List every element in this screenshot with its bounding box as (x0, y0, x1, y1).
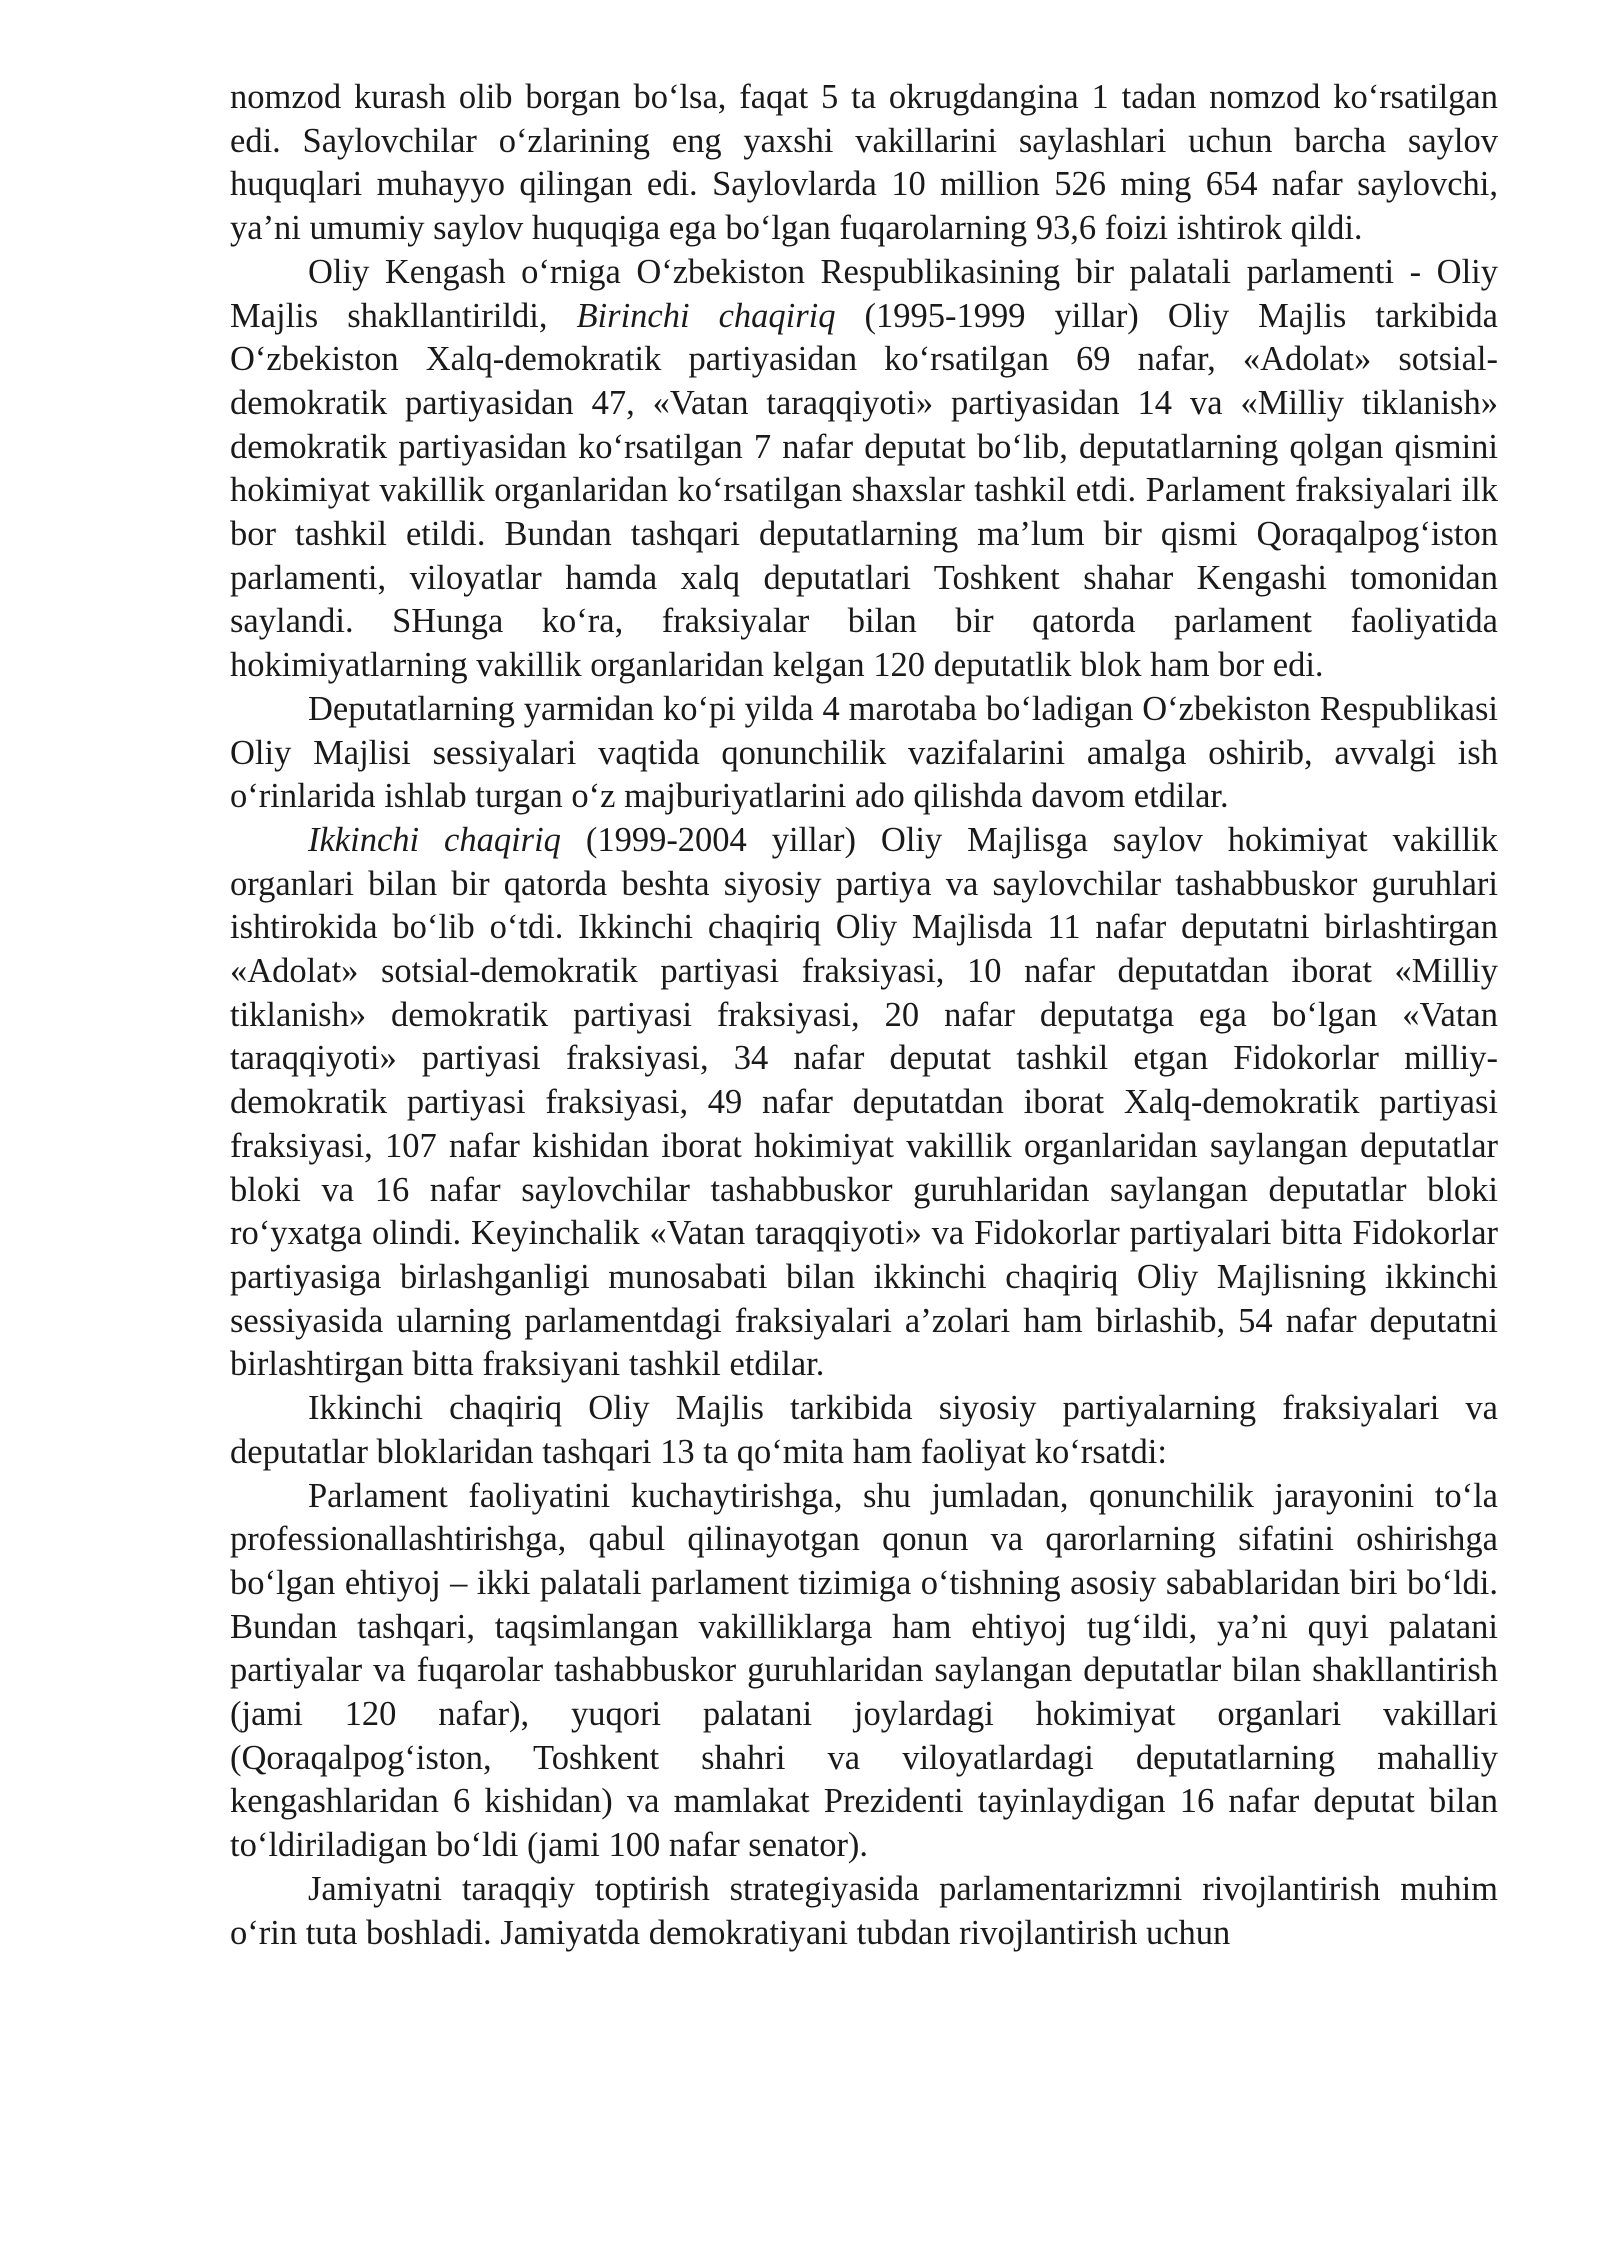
paragraph-birinchi-chaqiriq (230, 251, 1498, 688)
paragraph-text: Oliy Kengash o‘rniga O‘zbekiston Respublikasining bir palatali parlamenti - Oliy Majlis shakllantirildi, (230, 252, 1498, 335)
paragraph-saylov-natijalari (230, 76, 1498, 251)
paragraph-text: Deputatlarning yarmidan ko‘pi yilda 4 marotaba bo‘ladigan O‘zbekiston Respublikasi Oliy Majlisi sessiyalari vaqtida qonunchilik vazifalarini amalga oshirib, avvalgi ish o‘rinlarida ishlab turgan o‘z majburiyatlarini ado qilishda davom etdilar. (230, 689, 1498, 816)
paragraph-text: Parlament faoliyatini kuchaytirishga, shu jumladan, qonunchilik jarayonini to‘la professionallashtirishga, qabul qilinayotgan qonun va qarorlarning sifatini oshirishga bo‘lgan ehtiyoj – ikki palatali parlament tizimiga o‘tishning asosiy sabablaridan biri bo‘ldi. Bundan tashqari, taqsimlangan vakilliklarga ham ehtiyoj tug‘ildi, ya’ni quyi palatani partiyalar va fuqarolar tashabbuskor guruhlaridan saylangan deputatlar bilan shakllantirish (jami 120 nafar), yuqori palatani joylardagi hokimiyat organlari vakillari (Qoraqalpog‘iston, Toshkent shahri va viloyatlardagi deputatlarning mahalliy kengashlaridan 6 kishidan) va mamlakat Prezidenti tayinlaydigan 16 nafar deputat bilan to‘ldiriladigan bo‘ldi (jami 100 nafar senator). (230, 1476, 1498, 1865)
paragraph-parlamentarizm (230, 1868, 1498, 1955)
paragraph-ikki-palatali-parlament (230, 1475, 1498, 1868)
paragraph-text: (1995-1999 yillar) Oliy Majlis tarkibida O‘zbekiston Xalq-demokratik partiyasidan ko‘rsatilgan 69 nafar, «Adolat» sotsial-demokratik partiyasidan 47, «Vatan taraqqiyoti» partiyasidan 14 va «Milliy tiklanish» demokratik partiyasidan ko‘rsatilgan 7 nafar deputat bo‘lib, deputatlarning qolgan qismini hokimiyat vakillik organlaridan ko‘rsatilgan shaxslar tashkil etdi. Parlament fraksiyalari ilk bor tashkil etildi. Bundan tashqari deputatlarning ma’lum bir qismi Qoraqalpog‘iston parlamenti, viloyatlar hamda xalq deputatlari Toshkent shahar Kengashi tomonidan saylandi. SHunga ko‘ra, fraksiyalar bilan bir qatorda parlament faoliyatida hokimiyatlarning vakillik organlaridan kelgan 120 deputatlik blok ham bor edi. (230, 296, 1498, 685)
paragraph-ikkinchi-chaqiriq (230, 819, 1498, 1387)
paragraph-text: nomzod kurash olib borgan bo‘lsa, faqat 5 ta okrugdangina 1 tadan nomzod ko‘rsatilgan edi. Saylovchilar o‘zlarining eng yaxshi vakillarini saylashlari uchun barcha saylov huquqlari muhayyo qilingan edi. Saylovlarda 10 million 526 ming 654 nafar saylovchi, ya’ni umumiy saylov huquqiga ega bo‘lgan fuqarolarning 93,6 foizi ishtirok qildi. (230, 78, 1498, 248)
paragraph-text: Ikkinchi chaqiriq Oliy Majlis tarkibida siyosiy partiyalarning fraksiyalari va deputatlar bloklaridan tashqari 13 ta qo‘mita ham faoliyat ko‘rsatdi: (230, 1389, 1498, 1471)
italic-term-birinchi-chaqiriq: Birinchi chaqiriq (576, 296, 836, 335)
italic-term-ikkinchi-chaqiriq: Ikkinchi chaqiriq (308, 820, 561, 859)
paragraph-text: (1999-2004 yillar) Oliy Majlisga saylov hokimiyat vakillik organlari bilan bir qatorda beshta siyosiy partiya va saylovchilar tashabbuskor guruhlari ishtirokida bo‘lib o‘tdi. Ikkinchi chaqiriq Oliy Majlisda 11 nafar deputatni birlashtirgan «Adolat» sotsial-demokratik partiyasi fraksiyasi, 10 nafar deputatdan iborat «Milliy tiklanish» demokratik partiyasi fraksiyasi, 20 nafar deputatga ega bo‘lgan «Vatan taraqqiyoti» partiyasi fraksiyasi, 34 nafar deputat tashkil etgan Fidokorlar milliy-demokratik partiyasi fraksiyasi, 49 nafar deputatdan iborat Xalq-demokratik partiyasi fraksiyasi, 107 nafar kishidan iborat hokimiyat vakillik organlaridan saylangan deputatlar bloki va 16 nafar saylovchilar tashabbuskor guruhlaridan saylangan deputatlar bloki ro‘yxatga olindi. Keyinchalik «Vatan taraqqiyoti» va Fidokorlar partiyalari bitta Fidokorlar partiyasiga birlashganligi munosabati bilan ikkinchi chaqiriq Oliy Majlisning ikkinchi sessiyasida ularning parlamentdagi fraksiyalari a’zolari ham birlashib, 54 nafar deputatni birlashtirgan bitta fraksiyani tashkil etdilar. (230, 820, 1498, 1384)
paragraph-deputatlar-sessiyalar (230, 688, 1498, 819)
document-page (230, 76, 1498, 1955)
paragraph-qomitalar (230, 1387, 1498, 1474)
paragraph-text: Jamiyatni taraqqiy toptirish strategiyasida parlamentarizmni rivojlantirish muhim o‘rin tuta boshladi. Jamiyatda demokratiyani tubdan rivojlantirish uchun (230, 1869, 1498, 1952)
